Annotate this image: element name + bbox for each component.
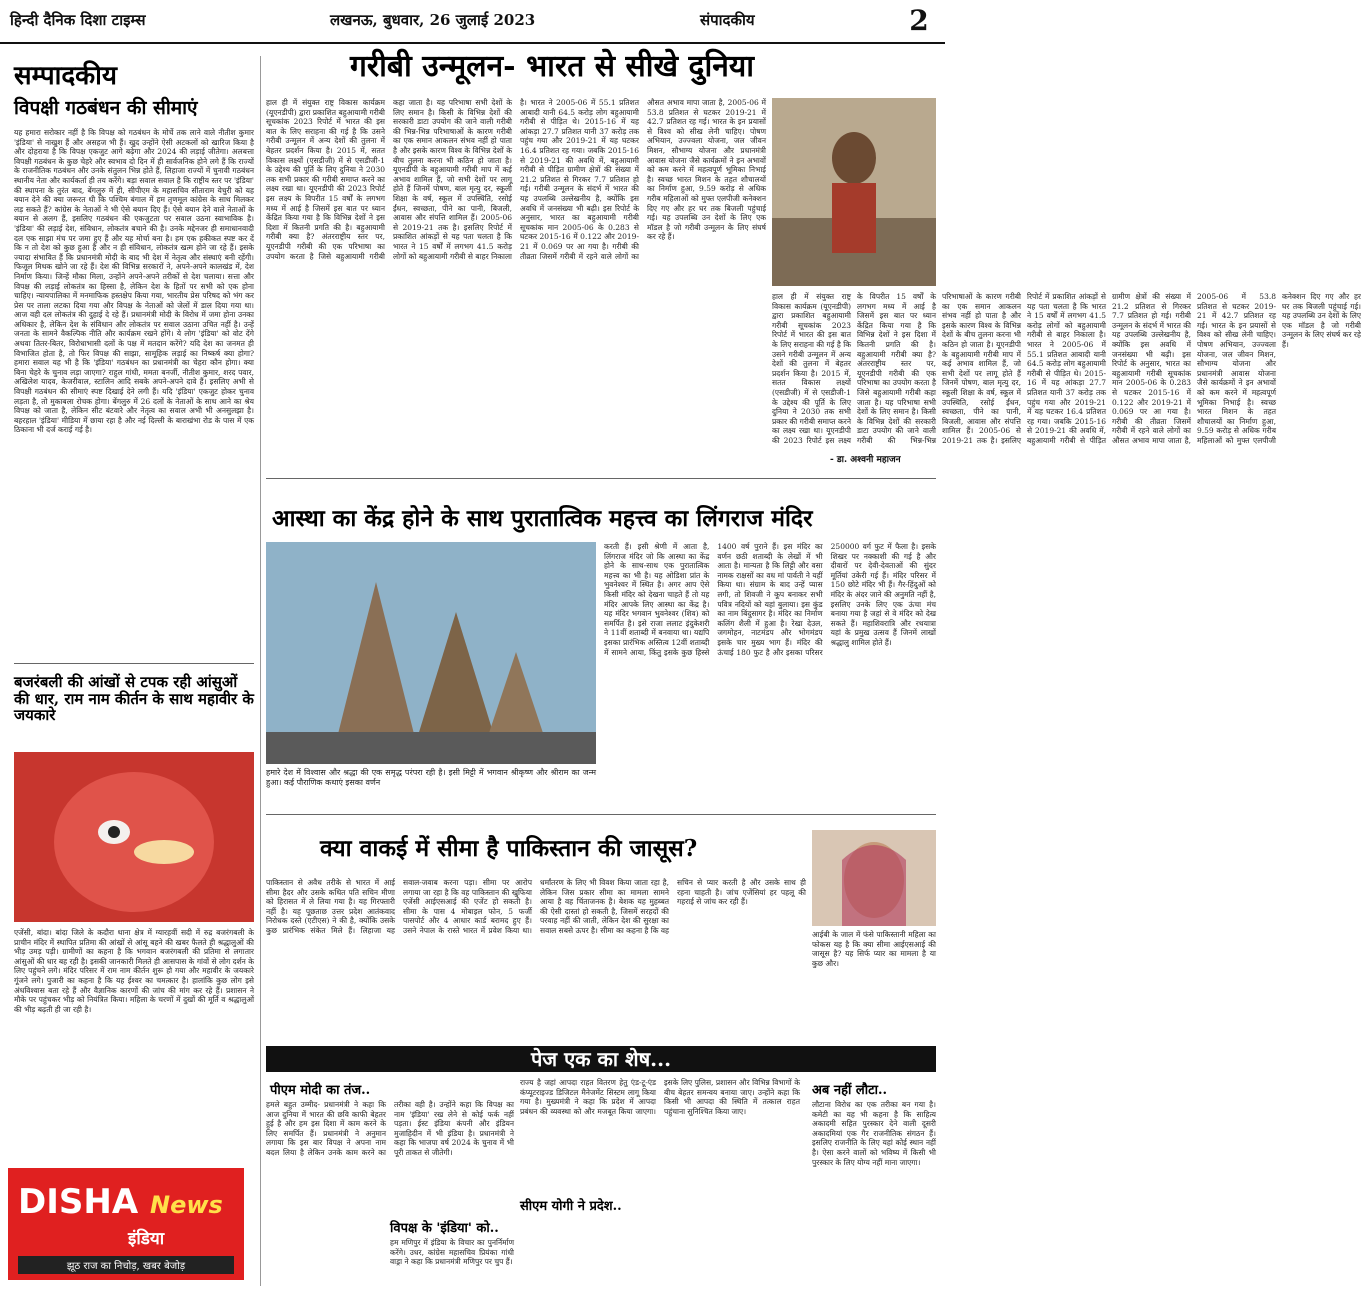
seema-face-image — [812, 830, 936, 926]
opposition-body: यह हमारा सरोकार नहीं है कि विपक्ष को गठबंधन के मोर्चे तक लाने वाले नीतीश कुमार 'इंडिया' से नाखुश हैं और असहज भी हैं। खुद उन्होंने ऐसी अटकलों को खारिज किया है और दोहराया है कि विपक्ष एकजुट आगे बढ़ेगा और 2024 की लड़ाई जीतेगा। अलबत्ता विपक्षी गठबंधन के कुछ चेहरे और स्वभाव दो दिन में ही सार्वजनिक होने लगे हैं कि राज्यों के राजनीतिक गठबंधन और उनके संतुलन भिन्न होते हैं, लिहाजा राज्यों में चुनावी गठबंधन स्थानीय नेता और कार्यकर्ता ही तय करेंगे। बड़ा सवाल सवाल है कि राष्ट्रीय स्तर पर 'इंडिया' की स्थापना के तुरंत बाद, बेंगलुरु में ही, सीपीएम के महासचिव सीताराम येचुरी को यह बयान देने की क्या जरूरत थी कि पश्चिम बंगाल में हम तृणमूल कांग्रेस के साथ मिलकर लड़ सकते हैं? कांग्रेस के नेताओं ने भी ऐसे बयान दिए हैं। ऐसे बयान देने वाले नेताओं के बयान से अलग हैं, इसलिए गठबंधन की एकजुटता पर सवाल उठना स्वाभाविक है। 'इंडिया' की लड़ाई देश, संविधान, लोकतंत्र बचाने की है। उनके मद्देनजर ही समाधानवादी दल एक साझा मंच पर जमा हुए हैं और यह मोर्चा बना है। हम एक हकीकत स्पष्ट कर दें कि न तो देश को कुछ हुआ है और न ही संविधान, लोकतंत्र खत्म होने जा रहे हैं। इसके ज्यादा संभावित हैं कि प्रधानमंत्री मोदी के बाद भी देश में नेतृत्व और संस्थाएं बनी रहेंगी। फिजूल मिथक खोने जा रहे हैं। देश की विभिन्न सरकारों ने, अपने-अपने कालखंड में, देश निर्माण किया। जिन्हें मौका मिला, उन्होंने अपने-अपने तरीकों से देश चलाया। सत्ता और विपक्ष की लड़ाई लोकतंत्र का हिस्सा है, लेकिन देश के हितों पर सभी को एक होना चाहिए। न्यायपालिका में मनमाफिक हस्तक्षेप किया गया, भारतीय प्रेस परिषद को भंग कर प्रेस पर ताला लटका दिया गया और विपक्ष के नेताओं को जेलों में डाल दिया गया था। आज वही दल लोकतंत्र की दुहाई दे रहे हैं। प्रधानमंत्री मोदी के विरोध में जमा होना उनका अधिकार है, लेकिन देश के संविधान और लोकतंत्र पर सवाल उठाना उचित नहीं है। उन्हें जनता के सामने वैकल्पिक नीति और कार्यक्रम रखने होंगे। ये लोग 'इंडिया' को वोट देंगे अथवा तितर-बितर, विरोधाभासी दलों के पक्ष में मतदान करेंगे? यदि देश का जनमत ही विभाजित होता है, तो फिर विपक्ष की साझा, सामूहिक लड़ाई का निष्कर्ष क्या होगा? हमारा सवाल यह भी है कि 'इंडिया' गठबंधन का प्रधानमंत्री का चेहरा कौन होगा। क्या बिना चेहरे के चुनाव लड़ा जाएगा? राहुल गांधी, ममता बनर्जी, नीतीश कुमार, शरद पवार, अखिलेश यादव, केजरीवाल, स्टालिन आदि सबके अपने-अपने दावे हैं। इसलिए अभी से विपक्षी गठबंधन की सीमाएं स्पष्ट दिखाई देने लगी हैं। यदि 'इंडिया' एकजुट होकर चुनाव लड़ता है, तो मुकाबला रोचक होगा। बेंगलुरु में 26 दलों के नेताओं के साथ आने का श्रेय विपक्ष को जाता है, लेकिन सीट बंटवारे और नेतृत्व का सवाल अभी भी अनसुलझा है। बहरहाल 'इंडिया' मीडिया में छाया रहा है और नई दिल्ली के बाराखंभा रोड के पास में एक ठिकाना भी दर्ज कराई गई है। — [14, 128, 254, 435]
poverty-body: हाल ही में संयुक्त राष्ट्र विकास कार्यक्रम (यूएनडीपी) द्वारा प्रकाशित बहुआयामी गरीबी सूचकांक 2023 रिपोर्ट में भारत की इस बात के लिए सराहना की गई है कि उसने गरीबी उन्मूलन में अन्य देशों की तुलना में बेहतर प्रदर्शन किया है। 2015 में, सतत विकास लक्ष्यों (एसडीजी) में से एसडीजी-1 के उद्देश्य की पूर्ति के लिए दुनिया ने 2030 तक सभी प्रकार की गरीबी समाप्त करने का लक्ष्य रखा था। यूएनडीपी की 2023 रिपोर्ट इस लक्ष्य के विपरीत 15 वर्षों के लगभग मध्य में आई है जिसमें इस बात पर ध्यान केंद्रित किया गया है कि विभिन्न देशों ने इस दिशा में कितनी प्रगति की है। बहुआयामी गरीबी क्या है? अंतरराष्ट्रीय स्तर पर, यूएनडीपी गरीबी की एक परिभाषा का उपयोग करता है जिसे बहुआयामी गरीबी कहा जाता है। यह परिभाषा सभी देशों के लिए समान है। किसी के विभिन्न देशों की सरकारी डाटा उपयोग की जाने वाली गरीबी की भिन्न-भिन्न परिभाषाओं के कारण गरीबी का एक समान आकलन संभव नहीं हो पाता है और इसके कारण विश्व के विभिन्न देशों के बीच तुलना करना भी कठिन हो जाता है। यूएनडीपी के बहुआयामी गरीबी माप में कई अभाव शामिल हैं, जो सभी देशों पर लागू होते हैं जिनमें पोषण, बाल मृत्यु दर, स्कूली शिक्षा के वर्ष, स्कूल में उपस्थिति, रसोई ईंधन, स्वच्छता, पीने का पानी, बिजली, आवास और संपत्ति शामिल हैं। 2005-06 से 2019-21 तक है। इसलिए रिपोर्ट में प्रकाशित आंकड़ों से यह पता चलता है कि भारत ने 15 वर्षों में लगभग 41.5 करोड़ लोगों को बहुआयामी गरीबी से बाहर निकाला है। भारत ने 2005-06 में 55.1 प्रतिशत आबादी यानी 64.5 करोड़ लोग बहुआयामी गरीबी से पीड़ित थे। 2015-16 में यह आंकड़ा 27.7 प्रतिशत यानी 37 करोड़ तक पहुंच गया और 2019-21 में यह घटकर 16.4 प्रतिशत रह गया। जबकि 2015-16 से 2019-21 की अवधि में, बहुआयामी गरीबी से पीड़ित ग्रामीण क्षेत्रों की संख्या में 21.2 प्रतिशत से गिरकर 7.7 प्रतिशत हो गई। गरीबी उन्मूलन के संदर्भ में भारत की यह उपलब्धि उल्लेखनीय है, क्योंकि इस अवधि में जनसंख्या भी बढ़ी। इस रिपोर्ट के अनुसार, भारत का बहुआयामी गरीबी सूचकांक मान 2005-06 के 0.283 से घटकर 2015-16 में 0.122 और 2019-21 में 0.069 पर आ गया है। गरीबी की तीव्रता जिसमें गरीबी में रहने वाले लोगों का औसत अभाव मापा जाता है, 2005-06 में 53.8 प्रतिशत से घटकर 2019-21 में 42.7 प्रतिशत रह गई। भारत के इन प्रयासों से विश्व को सीख लेनी चाहिए। पोषण अभियान, उज्ज्वला योजना, जल जीवन मिशन, सौभाग्य योजना और प्रधानमंत्री आवास योजना जैसे कार्यक्रमों ने इन अभावों को कम करने में महत्वपूर्ण भूमिका निभाई है। स्वच्छ भारत मिशन के तहत शौचालयों का निर्माण हुआ, 9.59 करोड़ से अधिक गरीब महिलाओं को मुफ्त एलपीजी कनेक्शन दिए गए और हर घर तक बिजली पहुंचाई गई। यह उपलब्धि उन देशों के लिए एक मॉडल है जो गरीबी उन्मूलन के लिए संघर्ष कर रहे हैं। — [266, 98, 766, 261]
divider — [266, 814, 936, 815]
continued-title-modi: पीएम मोदी का तंज.. — [270, 1083, 371, 1098]
lingaraj-headline: आस्था का केंद्र होने के साथ पुरातात्विक महत्त्व का लिंगराज मंदिर — [272, 505, 813, 532]
disha-news-logo — [8, 1168, 244, 1280]
poverty-headline: गरीबी उन्मूलन- भारत से सीखे दुनिया — [350, 49, 755, 84]
continued-title-yogi: सीएम योगी ने प्रदेश.. — [520, 1199, 622, 1214]
continued-body-india: हम मणिपुर में इंडिया के विचार का पुनर्निर्माण करेंगे। उधर, कांग्रेस महासचिव प्रियंका गांधी वाड्रा ने कहा कि प्रधानमंत्री मणिपुर पर चुप हैं। — [390, 1238, 514, 1267]
continued-title-india: विपक्ष के 'इंडिया' को.. — [390, 1221, 499, 1236]
logo-tagline: झूठ राज का निचोड़, खबर बेजोड़ — [18, 1256, 234, 1274]
seema-headline: क्या वाकई में सीमा है पाकिस्तान की जासूस? — [320, 835, 698, 862]
logo-brand-suffix: News — [149, 1191, 223, 1219]
continued-title-award: अब नहीं लौटा.. — [812, 1083, 888, 1098]
logo-sub: इंडिया — [128, 1229, 165, 1249]
lingaraj-caption: हमारे देश में विश्वास और श्रद्धा की एक समृद्ध परंपरा रही है। इसी मिट्टी में भगवान श्रीकृष्ण और श्रीराम का जन्म हुआ। कई पौराणिक कथाएं इसका वर्णन — [266, 768, 596, 787]
paper-name: हिन्दी दैनिक दिशा टाइम्स — [10, 11, 146, 29]
page-one-continued-banner: पेज एक का शेष... — [266, 1046, 936, 1072]
editorial-label: सम्पादकीय — [14, 61, 117, 91]
temple-image — [266, 542, 596, 764]
seema-photo-caption: आईबी के जाल में फंसे पाकिस्तानी महिला का फोकस यह है कि क्या सीमा आईएसआई की जासूस है? यह सिर्फ प्यार का मामला है या कुछ और। — [812, 930, 936, 968]
page-number: 2 — [909, 4, 929, 37]
hanuman-idol-image — [14, 752, 254, 922]
divider — [14, 663, 254, 664]
lingaraj-body: करती हैं। इसी श्रेणी में आता है, लिंगराज मंदिर जो कि आस्था का केंद्र होने के साथ-साथ एक पुरातात्विक महत्त्व का भी है। यह ओडिशा प्रांत के भुवनेश्वर में स्थित है। अगर आप ऐसे किसी मंदिर को देखना चाहते हैं तो यह मंदिर आपके लिए आस्था का केंद्र है। यह मंदिर भगवान भुवनेश्वर (शिव) को समर्पित है। इसे राजा ललाट इंदुकेशरी ने 11वीं शताब्दी में बनवाया था। यद्यपि इसका प्रारंभिक अस्तित्व 12वीं शताब्दी में सामने आया, किंतु इसके कुछ हिस्से 1400 वर्ष पुराने हैं। इस मंदिर का वर्णन छठी शताब्दी के लेखों में भी आता है। मान्यता है कि लिट्टी और वसा नामक राक्षसों का वध मां पार्वती ने यहीं किया था। संग्राम के बाद उन्हें प्यास लगी, तो शिवजी ने कूप बनाकर सभी पवित्र नदियों को यहां बुलाया। इस कुंड का नाम बिंदुसागर है। मंदिर का निर्माण कलिंग शैली में हुआ है। रेखा देउल, जगमोहन, नाटमंडप और भोगमंडप इसके चार मुख्य भाग हैं। मंदिर की ऊंचाई 180 फुट है और इसका परिसर 250000 वर्ग फुट में फैला है। इसके शिखर पर नक्काशी की गई है और दीवारों पर देवी-देवताओं की सुंदर मूर्तियां उकेरी गई हैं। मंदिर परिसर में 150 छोटे मंदिर भी हैं। गैर-हिंदुओं को मंदिर के अंदर जाने की अनुमति नहीं है, इसलिए उनके लिए एक ऊंचा मंच बनाया गया है जहां से वे मंदिर को देख सकते हैं। महाशिवरात्रि और रथयात्रा यहां के प्रमुख उत्सव हैं जिनमें लाखों श्रद्धालु शामिल होते हैं। — [604, 542, 936, 657]
seema-photo — [812, 830, 936, 926]
hanuman-photo — [14, 752, 254, 922]
logo-brand: DISHA — [18, 1182, 139, 1222]
seema-body: पाकिस्तान से अवैध तरीके से भारत में आई सीमा हैदर और उसके कथित पति सचिन मीणा को हिरासत में ले लिया गया है। यह गिरफ्तारी नहीं है। यह पूछताछ उत्तर प्रदेश आतंकवाद निरोधक दस्ते (एटीएस) ने की है, क्योंकि उसके कुछ प्रारंभिक संकेत मिले हैं। लिहाजा यह सवाल-जवाब करना पड़ा। सीमा पर आरोप लगाया जा रहा है कि वह पाकिस्तान की खुफिया एजेंसी आईएसआई की एजेंट हो सकती है। सीमा के पास 4 मोबाइल फोन, 5 फर्जी पासपोर्ट और 4 आधार कार्ड बरामद हुए हैं। उसने नेपाल के रास्ते भारत में प्रवेश किया था। धर्मांतरण के लिए भी विवश किया जाता रहा है, लेकिन जिस प्रकार सीमा का मामला सामने आया है वह चिंताजनक है। बेशक यह मुहब्बत की ऐसी दास्तां हो सकती है, जिसमें सरहदों की परवाह नहीं की जाती, लेकिन देश की सुरक्षा का सवाल सबसे ऊपर है। सीमा का कहना है कि वह सचिन से प्यार करती है और उसके साथ ही रहना चाहती है। जांच एजेंसियां हर पहलू की गहराई से जांच कर रही हैं। — [266, 878, 806, 935]
bajrangbali-body: एजेंसी, बांदा। बांदा जिले के कदौरा थाना क्षेत्र में ग्यारहवीं सदी में रुद्र बजरंगबली के प्राचीन मंदिर में स्थापित प्रतिमा की आंखों से आंसू बहने की खबर फैलते ही श्रद्धालुओं की भीड़ उमड़ पड़ी। ग्रामीणों का कहना है कि भगवान बजरंगबली की प्रतिमा से लगातार आंसुओं की धार बह रही है। इसकी जानकारी मिलते ही आसपास के गांवों से लोग दर्शन के लिए पहुंचने लगे। मंदिर परिसर में राम नाम कीर्तन शुरू हो गया और महावीर के जयकारे गूंजने लगे। पुजारी का कहना है कि यह ईश्वर का चमत्कार है। हालांकि कुछ लोग इसे अंधविश्वास बता रहे हैं और वैज्ञानिक कारणों की जांच की मांग कर रहे हैं। प्रशासन ने मौके पर पहुंचकर भीड़ को नियंत्रित किया। महिला के चरणों में दुखों की मूर्ति व श्रद्धालुओं की भीड़ बढ़ती ही जा रही है। — [14, 928, 254, 1014]
masthead — [0, 0, 945, 44]
divider — [266, 478, 936, 479]
bajrangbali-headline: बजरंबली की आंखों से टपक रही आंसुओं की धार, राम नाम कीर्तन के साथ महावीर के जयकारे — [14, 673, 254, 724]
continued-body-modi: हमले बहुत उम्मीद- प्रधानमंत्री ने कहा कि आज दुनिया में भारत की छवि काफी बेहतर हुई है और हम इस दिशा में काम करने के लिए समर्पित हैं। प्रधानमंत्री ने अनुमान लगाया कि इस बार विपक्ष ने अपना नाम बदल लिया है लेकिन उनके काम करने का तरीका वही है। उन्होंने कहा कि विपक्ष का नाम 'इंडिया' रख लेने से कोई फर्क नहीं पड़ता। ईस्ट इंडिया कंपनी और इंडियन मुजाहिदीन में भी इंडिया है। प्रधानमंत्री ने कहा कि भाजपा वर्ष 2024 के चुनाव में भी पूरी ताकत से जीतेगी। — [266, 1100, 514, 1157]
continued-body-yogi: राज्य है जहां आपदा राहत वितरण हेतु एंड-टू-एंड कंप्यूटराइज्ड डिजिटल मैनेजमेंट सिस्टम लागू किया गया है। मुख्यमंत्री ने कहा कि प्रदेश में आपदा प्रबंधन की व्यवस्था को और मजबूत किया जाएगा। इसके लिए पुलिस, प्रशासन और विभिन्न विभागों के बीच बेहतर समन्वय बनाया जाए। उन्होंने कहा कि किसी भी आपदा की स्थिति में तत्काल राहत पहुंचाना सुनिश्चित किया जाए। — [520, 1078, 800, 1116]
column-divider — [260, 56, 261, 1286]
poverty-author: - डा. अश्वनी महाजन — [830, 455, 901, 465]
dateline: लखनऊ, बुधवार, 26 जुलाई 2023 — [330, 11, 536, 29]
child-photo-image — [772, 98, 936, 286]
section-name: संपादकीय — [700, 11, 755, 29]
lingaraj-temple-photo — [266, 542, 596, 764]
continued-body-award: लौटाना विरोध का एक तरीका बन गया है। कमेटी का यह भी कहना है कि साहित्य अकादमी सहित पुरस्कार देने वाली दूसरी अकादमियां एक गैर राजनीतिक संगठन हैं। इसलिए राजनीति के लिए यहां कोई स्थान नहीं है। ऐसा करने वालों को भविष्य में किसी भी पुरस्कार के लिए योग्य नहीं माना जाएगा। — [812, 1100, 936, 1167]
poverty-body-continued: हाल ही में संयुक्त राष्ट्र विकास कार्यक्रम (यूएनडीपी) द्वारा प्रकाशित बहुआयामी गरीबी सूचकांक 2023 रिपोर्ट में भारत की इस बात के लिए सराहना की गई है कि उसने गरीबी उन्मूलन में अन्य देशों की तुलना में बेहतर प्रदर्शन किया है। 2015 में, सतत विकास लक्ष्यों (एसडीजी) में से एसडीजी-1 के उद्देश्य की पूर्ति के लिए दुनिया ने 2030 तक सभी प्रकार की गरीबी समाप्त करने का लक्ष्य रखा था। यूएनडीपी की 2023 रिपोर्ट इस लक्ष्य के विपरीत 15 वर्षों के लगभग मध्य में आई है जिसमें इस बात पर ध्यान केंद्रित किया गया है कि विभिन्न देशों ने इस दिशा में कितनी प्रगति की है। बहुआयामी गरीबी क्या है? अंतरराष्ट्रीय स्तर पर, यूएनडीपी गरीबी की एक परिभाषा का उपयोग करता है जिसे बहुआयामी गरीबी कहा जाता है। यह परिभाषा सभी देशों के लिए समान है। किसी के विभिन्न देशों की सरकारी डाटा उपयोग की जाने वाली गरीबी की भिन्न-भिन्न परिभाषाओं के कारण गरीबी का एक समान आकलन संभव नहीं हो पाता है और इसके कारण विश्व के विभिन्न देशों के बीच तुलना करना भी कठिन हो जाता है। यूएनडीपी के बहुआयामी गरीबी माप में कई अभाव शामिल हैं, जो सभी देशों पर लागू होते हैं जिनमें पोषण, बाल मृत्यु दर, स्कूली शिक्षा के वर्ष, स्कूल में उपस्थिति, रसोई ईंधन, स्वच्छता, पीने का पानी, बिजली, आवास और संपत्ति शामिल हैं। 2005-06 से 2019-21 तक है। इसलिए रिपोर्ट में प्रकाशित आंकड़ों से यह पता चलता है कि भारत ने 15 वर्षों में लगभग 41.5 करोड़ लोगों को बहुआयामी गरीबी से बाहर निकाला है। भारत ने 2005-06 में 55.1 प्रतिशत आबादी यानी 64.5 करोड़ लोग बहुआयामी गरीबी से पीड़ित थे। 2015-16 में यह आंकड़ा 27.7 प्रतिशत यानी 37 करोड़ तक पहुंच गया और 2019-21 में यह घटकर 16.4 प्रतिशत रह गया। जबकि 2015-16 से 2019-21 की अवधि में, बहुआयामी गरीबी से पीड़ित ग्रामीण क्षेत्रों की संख्या में 21.2 प्रतिशत से गिरकर 7.7 प्रतिशत हो गई। गरीबी उन्मूलन के संदर्भ में भारत की यह उपलब्धि उल्लेखनीय है, क्योंकि इस अवधि में जनसंख्या भी बढ़ी। इस रिपोर्ट के अनुसार, भारत का बहुआयामी गरीबी सूचकांक मान 2005-06 के 0.283 से घटकर 2015-16 में 0.122 और 2019-21 में 0.069 पर आ गया है। गरीबी की तीव्रता जिसमें गरीबी में रहने वाले लोगों का औसत अभाव मापा जाता है, 2005-06 में 53.8 प्रतिशत से घटकर 2019-21 में 42.7 प्रतिशत रह गई। भारत के इन प्रयासों से विश्व को सीख लेनी चाहिए। पोषण अभियान, उज्ज्वला योजना, जल जीवन मिशन, सौभाग्य योजना और प्रधानमंत्री आवास योजना जैसे कार्यक्रमों ने इन अभावों को कम करने में महत्वपूर्ण भूमिका निभाई है। स्वच्छ भारत मिशन के तहत शौचालयों का निर्माण हुआ, 9.59 करोड़ से अधिक गरीब महिलाओं को मुफ्त एलपीजी कनेक्शन दिए गए और हर घर तक बिजली पहुंचाई गई। यह उपलब्धि उन देशों के लिए एक मॉडल है जो गरीबी उन्मूलन के लिए संघर्ष कर रहे हैं। — [772, 292, 1361, 445]
child-railway-photo — [772, 98, 936, 286]
opposition-headline: विपक्षी गठबंधन की सीमाएं — [14, 97, 198, 119]
